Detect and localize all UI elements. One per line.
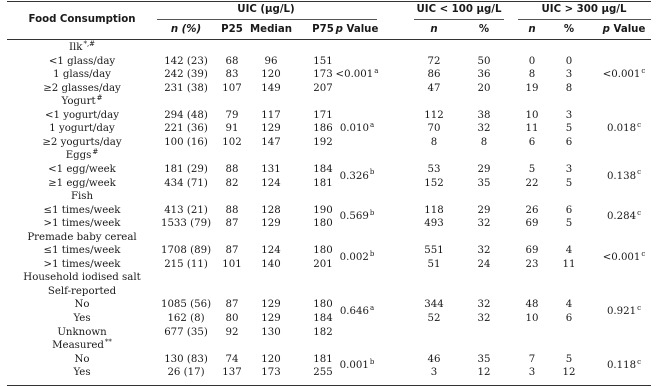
cell-n1: 53 <box>427 163 441 175</box>
row-section-label: Measured** <box>52 337 112 352</box>
cell-p75: 180 <box>313 218 333 230</box>
cell-pct2: 5 <box>565 218 573 230</box>
cell-pct1: 50 <box>477 55 491 67</box>
gt300-group-header: UIC > 300 µg/L <box>541 4 627 15</box>
pct-header-1: % <box>478 24 490 35</box>
cell-n-pct: 100 (16) <box>164 136 208 148</box>
test-marker: c <box>637 358 642 367</box>
cell-n2: 26 <box>525 204 539 216</box>
row-label: ≤1 times/week <box>43 245 121 257</box>
p-value-category: 0.921$^c$ <box>606 303 642 318</box>
row-section-label: Self-reported <box>47 285 117 297</box>
cell-p25: 102 <box>222 136 242 148</box>
cell-n2: 19 <box>525 82 539 94</box>
median-header: Median <box>250 24 292 35</box>
row-label: 1 yogurt/day <box>49 123 115 135</box>
cell-n2: 3 <box>528 367 536 379</box>
row-section-label: Premade baby cereal <box>27 231 137 243</box>
p-value-category: 0.138$^c$ <box>606 168 642 182</box>
p-value-uic: 0.646$^a$ <box>339 303 375 318</box>
cell-pct1: 32 <box>477 218 491 230</box>
cell-n1: 551 <box>424 245 444 257</box>
cell-p25: 87 <box>225 299 239 311</box>
p-value-header-1: p Value <box>335 24 379 35</box>
cell-n-pct: 215 (11) <box>164 258 208 270</box>
cell-median: 140 <box>261 258 281 270</box>
cell-p75: 180 <box>313 299 333 311</box>
lt100-group-rule <box>414 19 504 20</box>
cell-median: 120 <box>261 69 281 81</box>
row-label: >1 times/week <box>43 258 121 270</box>
cell-n1: 51 <box>427 258 441 270</box>
food-consumption-header: Food Consumption <box>28 14 136 25</box>
p-value-category: <0.001$^c$ <box>602 249 646 264</box>
cell-n2: 69 <box>525 218 539 230</box>
cell-n-pct: 1085 (56) <box>160 299 212 311</box>
lt100-group-header: UIC < 100 µg/L <box>416 4 502 15</box>
cell-median: 124 <box>261 245 281 257</box>
cell-p25: 74 <box>225 353 239 365</box>
p-value-uic: 0.001$^b$ <box>339 358 375 372</box>
cell-pct2: 0 <box>565 55 573 67</box>
cell-pct1: 29 <box>477 163 491 175</box>
row-label: Unknown <box>57 326 107 338</box>
row-section-label: Household iodised salt <box>23 272 141 284</box>
cell-n-pct: 413 (21) <box>164 204 208 216</box>
cell-n1: 52 <box>427 313 441 324</box>
cell-pct1: 12 <box>477 367 491 379</box>
p75-header: P75 <box>312 24 334 35</box>
cell-p75: 181 <box>313 177 333 189</box>
cell-pct1: 32 <box>477 299 491 311</box>
test-marker: b <box>369 208 375 217</box>
cell-pct1: 35 <box>477 177 491 189</box>
p-value-category: 0.018$^c$ <box>606 120 642 135</box>
cell-pct2: 4 <box>565 299 573 311</box>
cell-n2: 5 <box>528 163 536 175</box>
cell-p75: 181 <box>313 353 333 365</box>
cell-pct1: 38 <box>477 109 491 121</box>
cell-pct2: 6 <box>565 204 573 216</box>
test-marker: b <box>369 249 375 258</box>
row-section-label: Yogurt# <box>61 93 103 108</box>
test-marker: c <box>641 249 646 258</box>
row-section-label: Eggs# <box>65 148 99 162</box>
cell-n-pct: 294 (48) <box>164 109 208 121</box>
cell-p25: 107 <box>222 82 242 94</box>
cell-p25: 83 <box>225 69 239 81</box>
cell-p75: 182 <box>313 326 333 338</box>
cell-p25: 68 <box>225 55 239 67</box>
cell-median: 129 <box>261 299 281 311</box>
footnote-marker: ** <box>104 337 112 346</box>
row-label: <1 yogurt/day <box>45 109 119 121</box>
cell-p75: 186 <box>313 123 333 135</box>
test-marker: c <box>637 168 642 177</box>
row-label: ≥1 egg/week <box>48 177 116 189</box>
cell-p75: 255 <box>313 367 333 379</box>
cell-n-pct: 242 (39) <box>164 69 208 81</box>
cell-n2: 10 <box>525 109 539 121</box>
cell-pct2: 4 <box>565 245 573 257</box>
cell-p25: 92 <box>225 326 239 338</box>
table-top-rule <box>7 1 651 2</box>
test-marker: c <box>637 120 642 129</box>
cell-median: 129 <box>261 313 281 324</box>
cell-p75: 201 <box>313 258 333 270</box>
cell-pct2: 6 <box>565 136 573 148</box>
cell-p25: 91 <box>225 123 239 135</box>
row-label: >1 times/week <box>43 218 121 230</box>
row-label: Yes <box>73 313 91 324</box>
test-marker: a <box>374 66 379 75</box>
cell-median: 120 <box>261 353 281 365</box>
cell-p25: 88 <box>225 204 239 216</box>
pct-header-2: % <box>563 24 575 35</box>
cell-n1: 8 <box>430 136 438 148</box>
cell-median: 117 <box>261 109 281 121</box>
cell-n1: 46 <box>427 353 441 365</box>
row-label: <1 glass/day <box>48 55 116 67</box>
cell-n2: 7 <box>528 353 536 365</box>
cell-p25: 87 <box>225 218 239 230</box>
p25-header: P25 <box>221 24 243 35</box>
row-label: No <box>74 299 90 311</box>
p-value-category: 0.118$^c$ <box>606 358 642 372</box>
row-label: <1 egg/week <box>48 163 116 175</box>
cell-pct2: 5 <box>565 177 573 189</box>
cell-pct2: 8 <box>565 82 573 94</box>
cell-n-pct: 130 (83) <box>164 353 208 365</box>
cell-n2: 8 <box>528 69 536 81</box>
cell-n-pct: 1533 (79) <box>160 218 212 230</box>
cell-n2: 23 <box>525 258 539 270</box>
n-header-2: n <box>528 24 536 35</box>
cell-p25: 88 <box>225 163 239 175</box>
cell-n1: 118 <box>424 204 444 216</box>
cell-n2: 22 <box>525 177 539 189</box>
p-value-category: 0.284$^c$ <box>606 208 642 223</box>
row-section-label: Fish <box>70 191 94 203</box>
row-label: No <box>74 353 90 365</box>
cell-median: 173 <box>261 367 281 379</box>
cell-p75: 180 <box>313 245 333 257</box>
row-label: ≤1 times/week <box>43 204 121 216</box>
cell-p75: 184 <box>313 163 333 175</box>
cell-n2: 48 <box>525 299 539 311</box>
cell-n-pct: 677 (35) <box>164 326 208 338</box>
cell-median: 147 <box>261 136 281 148</box>
cell-median: 129 <box>261 123 281 135</box>
row-label: 1 glass/day <box>53 69 111 81</box>
cell-n1: 344 <box>424 299 444 311</box>
uic-group-header: UIC (µg/L) <box>237 4 295 15</box>
cell-p75: 173 <box>313 69 333 81</box>
p-value-category: <0.001$^c$ <box>602 66 646 81</box>
cell-median: 130 <box>261 326 281 338</box>
cell-p75: 207 <box>313 82 333 94</box>
header-bottom-rule <box>7 39 651 40</box>
p-value-uic: <0.001$^a$ <box>335 66 379 81</box>
n-pct-header: n (%) <box>170 24 202 35</box>
n-header-1: n <box>430 24 438 35</box>
cell-median: 131 <box>261 163 281 175</box>
cell-n-pct: 231 (38) <box>164 82 208 94</box>
cell-pct1: 32 <box>477 123 491 135</box>
p-value-uic: 0.569$^b$ <box>339 208 375 223</box>
cell-p25: 137 <box>222 367 242 379</box>
row-label: ≥2 yogurts/day <box>42 136 122 148</box>
row-label: Yes <box>73 367 91 379</box>
cell-pct1: 20 <box>477 82 491 94</box>
cell-p75: 190 <box>313 204 333 216</box>
p-value-header-2: p Value <box>602 24 646 35</box>
cell-n-pct: 26 (17) <box>167 367 205 379</box>
cell-p25: 101 <box>222 258 242 270</box>
cell-pct2: 5 <box>565 353 573 365</box>
cell-n-pct: 434 (71) <box>164 177 208 189</box>
cell-p75: 192 <box>313 136 333 148</box>
cell-pct1: 32 <box>477 245 491 257</box>
p-value-uic: 0.010$^a$ <box>339 120 375 135</box>
cell-n-pct: 181 (29) <box>164 163 208 175</box>
cell-pct1: 24 <box>477 258 491 270</box>
cell-p25: 79 <box>225 109 239 121</box>
cell-p25: 82 <box>225 177 239 189</box>
row-label: ≥2 glasses/day <box>43 82 121 94</box>
test-marker: c <box>637 208 642 217</box>
cell-pct2: 11 <box>562 258 576 270</box>
cell-n1: 493 <box>424 218 444 230</box>
cell-n1: 152 <box>424 177 444 189</box>
cell-n-pct: 221 (36) <box>164 123 208 135</box>
cell-pct2: 3 <box>565 69 573 81</box>
cell-n-pct: 142 (23) <box>164 55 208 67</box>
cell-pct1: 35 <box>477 353 491 365</box>
cell-pct1: 8 <box>480 136 488 148</box>
cell-median: 129 <box>261 218 281 230</box>
cell-n-pct: 1708 (89) <box>160 245 212 257</box>
cell-n2: 0 <box>528 55 536 67</box>
cell-median: 149 <box>261 82 281 94</box>
cell-p75: 184 <box>313 313 333 324</box>
cell-pct1: 32 <box>477 313 491 324</box>
row-section-label: Ilk*,# <box>68 39 96 53</box>
cell-p75: 171 <box>313 109 333 121</box>
test-marker: b <box>369 358 375 367</box>
gt300-group-rule <box>518 19 651 20</box>
footnote-marker: # <box>96 93 103 102</box>
cell-n1: 112 <box>424 109 444 121</box>
test-marker: a <box>369 120 375 129</box>
cell-p75: 151 <box>313 55 333 67</box>
p-value-uic: 0.326$^b$ <box>339 168 375 182</box>
cell-n2: 11 <box>525 123 539 135</box>
cell-n1: 72 <box>427 55 441 67</box>
cell-pct2: 3 <box>565 109 573 121</box>
cell-n2: 69 <box>525 245 539 257</box>
cell-n2: 6 <box>528 136 536 148</box>
cell-pct2: 12 <box>562 367 576 379</box>
cell-n1: 3 <box>430 367 438 379</box>
p-value-uic: 0.002$^b$ <box>339 249 375 264</box>
cell-pct2: 3 <box>565 163 573 175</box>
uic-group-rule <box>157 19 377 20</box>
test-marker: c <box>637 303 642 312</box>
cell-pct2: 5 <box>565 123 573 135</box>
cell-p25: 87 <box>225 245 239 257</box>
cell-pct1: 36 <box>477 69 491 81</box>
test-marker: a <box>369 303 375 312</box>
test-marker: b <box>369 168 375 177</box>
footnote-marker: # <box>92 148 99 156</box>
cell-pct2: 6 <box>565 313 573 324</box>
cell-p25: 80 <box>225 313 239 324</box>
cell-median: 124 <box>261 177 281 189</box>
cell-n1: 86 <box>427 69 441 81</box>
cell-n-pct: 162 (8) <box>167 313 205 324</box>
cell-n1: 47 <box>427 82 441 94</box>
cell-median: 128 <box>261 204 281 216</box>
cell-n2: 10 <box>525 313 539 324</box>
cell-median: 96 <box>264 55 278 67</box>
cell-n1: 70 <box>427 123 441 135</box>
footnote-marker: *,# <box>83 39 96 48</box>
test-marker: c <box>641 66 646 75</box>
cell-pct1: 29 <box>477 204 491 216</box>
